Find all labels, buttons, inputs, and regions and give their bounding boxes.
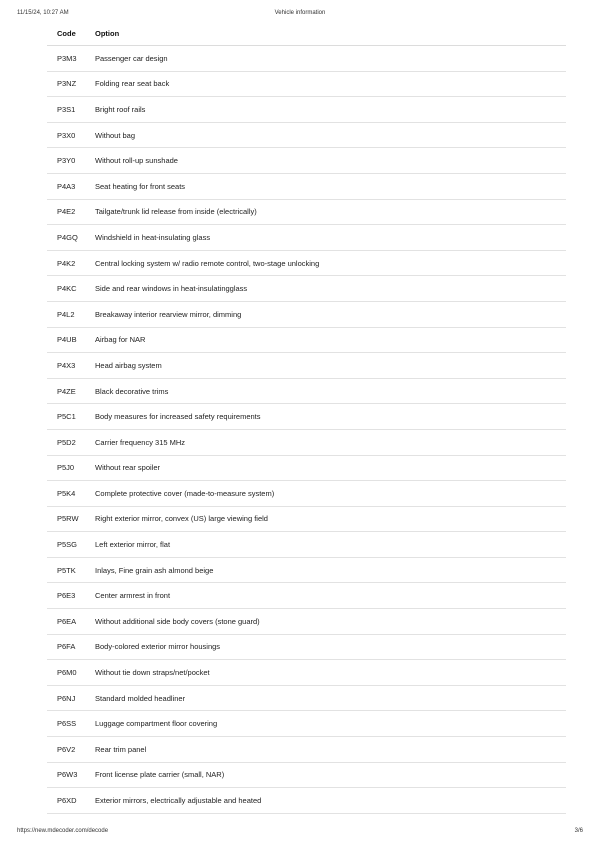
table-body [47,46,566,814]
table-row [47,225,566,251]
option-code: P4K2 [47,250,85,276]
table-row [47,378,566,404]
option-code: P6M0 [47,660,85,686]
table-row [47,455,566,481]
option-description: Inlays, Fine grain ash almond beige [85,557,566,583]
option-code: P4ZE [47,378,85,404]
option-description: Passenger car design [85,46,566,72]
option-description: Complete protective cover (made-to-measure system) [85,481,566,507]
option-description: Bright roof rails [85,97,566,123]
table-row [47,199,566,225]
option-description: Rear trim panel [85,737,566,763]
option-description: Without roll-up sunshade [85,148,566,174]
option-code: P4E2 [47,199,85,225]
option-code: P4A3 [47,173,85,199]
option-code: P6NJ [47,685,85,711]
table-header-row [47,21,566,46]
option-description: Without bag [85,122,566,148]
option-code: P4L2 [47,301,85,327]
option-code: P5SG [47,532,85,558]
option-code: P3S1 [47,97,85,123]
option-description: Windshield in heat-insulating glass [85,225,566,251]
option-code: P5RW [47,506,85,532]
table-row [47,97,566,123]
table-row [47,404,566,430]
option-description: Right exterior mirror, convex (US) large viewing field [85,506,566,532]
print-header [17,10,583,20]
table-row [47,711,566,737]
option-description: Body measures for increased safety requirements [85,404,566,430]
option-description: Left exterior mirror, flat [85,532,566,558]
option-description: Airbag for NAR [85,327,566,353]
table-row [47,557,566,583]
option-description: Exterior mirrors, electrically adjustable and heated [85,788,566,814]
table-row [47,301,566,327]
option-description: Breakaway interior rearview mirror, dimming [85,301,566,327]
option-description: Body-colored exterior mirror housings [85,634,566,660]
option-code: P5C1 [47,404,85,430]
option-code: P3M3 [47,46,85,72]
table-row [47,148,566,174]
table-row [47,46,566,72]
vehicle-options-table [47,21,566,814]
table-row [47,532,566,558]
option-code: P5D2 [47,429,85,455]
option-code: P3NZ [47,71,85,97]
option-description: Head airbag system [85,353,566,379]
option-code: P5TK [47,557,85,583]
option-code: P6FA [47,634,85,660]
option-description: Side and rear windows in heat-insulatingglass [85,276,566,302]
option-description: Center armrest in front [85,583,566,609]
option-code: P4KC [47,276,85,302]
table-row [47,737,566,763]
option-code: P6E3 [47,583,85,609]
table-row [47,429,566,455]
table-row [47,762,566,788]
option-description: Without rear spoiler [85,455,566,481]
table-row [47,353,566,379]
table-row [47,583,566,609]
option-code: P5K4 [47,481,85,507]
option-code: P6W3 [47,762,85,788]
print-footer [17,828,583,838]
option-description: Black decorative trims [85,378,566,404]
table-row [47,481,566,507]
table-row [47,609,566,635]
table-row [47,660,566,686]
table-row [47,71,566,97]
option-code: P4UB [47,327,85,353]
table-row [47,250,566,276]
code-column-header: Code [47,21,85,46]
table-row [47,327,566,353]
page-title: Vehicle information [274,10,326,16]
table-row [47,634,566,660]
option-description: Without tie down straps/net/pocket [85,660,566,686]
option-code: P4GQ [47,225,85,251]
table-row [47,276,566,302]
print-datetime: 11/15/24, 10:27 AM [17,10,69,16]
option-code: P6SS [47,711,85,737]
option-description: Luggage compartment floor covering [85,711,566,737]
option-description: Front license plate carrier (small, NAR) [85,762,566,788]
table-row [47,506,566,532]
option-description: Folding rear seat back [85,71,566,97]
option-code: P3Y0 [47,148,85,174]
option-description: Seat heating for front seats [85,173,566,199]
option-description: Without additional side body covers (stone guard) [85,609,566,635]
option-code: P3X0 [47,122,85,148]
option-code: P6XD [47,788,85,814]
page-number: 3/6 [574,828,583,834]
table-row [47,685,566,711]
option-description: Tailgate/trunk lid release from inside (electrically) [85,199,566,225]
option-code: P6EA [47,609,85,635]
option-column-header: Option [85,21,566,46]
page-url: https://new.mdecoder.com/decode [17,828,109,834]
option-code: P6V2 [47,737,85,763]
table-row [47,173,566,199]
table-row [47,122,566,148]
option-description: Standard molded headliner [85,685,566,711]
option-code: P5J0 [47,455,85,481]
option-description: Central locking system w/ radio remote control, two-stage unlocking [85,250,566,276]
option-description: Carrier frequency 315 MHz [85,429,566,455]
option-code: P4X3 [47,353,85,379]
table-row [47,788,566,814]
